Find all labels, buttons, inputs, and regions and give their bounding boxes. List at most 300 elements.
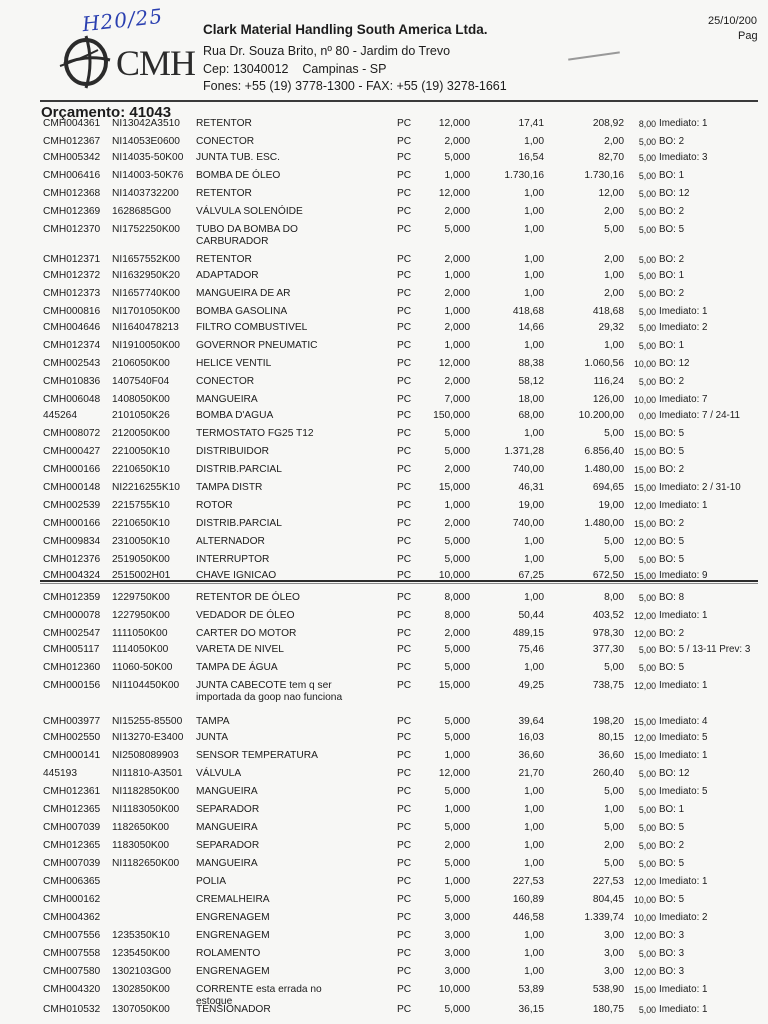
cell-desc: FILTRO COMBUSTIVEL [196,322,308,333]
cell-desc: BOMBA GASOLINA [196,306,288,317]
cell-un: PC [397,628,412,639]
cell-desc: MANGUEIRA [196,822,258,833]
cell-code: CMH007039 [43,858,101,869]
cell-ref: 2101050K26 [112,410,170,421]
cell-un: PC [397,570,412,581]
page-label: Pag [738,30,758,42]
cell-un: PC [397,750,412,761]
cell-un: PC [397,786,412,797]
cell-desc: GOVERNOR PNEUMATIC [196,340,318,351]
cell-disc: 15,00 [633,751,656,761]
cell-un: PC [397,822,412,833]
cell-qty: 5,000 [444,858,470,869]
cell-un: PC [397,410,412,421]
cell-qty: 2,000 [444,136,470,147]
cell-un: PC [397,340,412,351]
cell-code: CMH012360 [43,662,101,673]
cell-un: PC [397,482,412,493]
cell-disc: 15,00 [633,717,656,727]
cell-price: 16,54 [518,152,544,163]
cell-un: PC [397,394,412,405]
cell-un: PC [397,662,412,673]
cell-total: 3,00 [604,930,624,941]
cell-qty: 12,000 [438,358,470,369]
cell-disc: 10,00 [633,359,656,369]
cell-status: Imediato: 1 [659,984,708,995]
cell-ref: NI1701050K00 [112,306,180,317]
cell-qty: 2,000 [444,288,470,299]
cell-qty: 3,000 [444,930,470,941]
cell-disc: 5,00 [638,841,656,851]
cell-qty: 5,000 [444,224,470,235]
cell-desc: ROLAMENTO [196,948,261,959]
cell-price: 1,00 [524,136,544,147]
cell-total: 538,90 [592,984,624,995]
cell-qty: 1,000 [444,306,470,317]
cell-desc: CARTER DO MOTOR [196,628,297,639]
cell-un: PC [397,446,412,457]
cell-status: BO: 1 [659,270,685,281]
cell-ref: 2515002H01 [112,570,171,581]
cell-total: 10.200,00 [578,410,624,421]
cell-price: 1,00 [524,948,544,959]
cell-total: 3,00 [604,966,624,977]
cell-total: 180,75 [592,1004,624,1015]
cell-disc: 12,00 [633,501,656,511]
cell-disc: 12,00 [633,967,656,977]
cell-total: 2,00 [604,136,624,147]
cell-qty: 2,000 [444,206,470,217]
cell-ref: 2215755K10 [112,500,170,511]
cell-total: 116,24 [593,376,624,387]
cell-un: PC [397,428,412,439]
cell-desc: JUNTA [196,732,229,743]
cell-un: PC [397,358,412,369]
cell-price: 1,00 [524,662,544,673]
cell-un: PC [397,732,412,743]
cell-qty: 10,000 [438,984,470,995]
cell-price: 418,68 [512,306,544,317]
cell-total: 29,32 [598,322,624,333]
cell-disc: 10,00 [633,895,656,905]
cell-qty: 1,000 [444,340,470,351]
cell-total: 2,00 [604,840,624,851]
cell-desc: POLIA [196,876,227,887]
cell-total: 694,65 [592,482,624,493]
cell-total: 978,30 [592,628,624,639]
cell-qty: 2,000 [444,628,470,639]
cell-status: BO: 3 [659,930,685,941]
cell-price: 1,00 [524,340,544,351]
cell-desc: VÁLVULA [196,768,242,779]
cell-ref: 1302850K00 [112,984,170,995]
cell-price: 18,00 [518,394,544,405]
cell-disc: 12,00 [633,629,656,639]
cell-status: BO: 5 [659,536,685,547]
cell-code: CMH000141 [43,750,101,761]
cell-qty: 1,000 [444,170,470,181]
cell-qty: 12,000 [438,768,470,779]
cell-desc: TAMPA DISTR [196,482,263,493]
cell-status: Imediato: 7 / 24-11 [659,410,740,421]
cell-un: PC [397,912,412,923]
cell-qty: 12,000 [438,118,470,129]
cell-total: 8,00 [604,592,624,603]
cell-code: CMH012370 [43,224,101,235]
cell-qty: 15,000 [438,482,470,493]
cell-disc: 5,00 [638,377,656,387]
cell-total: 6.856,40 [584,446,624,457]
cell-total: 5,00 [604,822,624,833]
cell-un: PC [397,592,412,603]
cell-ref: 11060-50K00 [112,662,173,673]
cell-price: 446,58 [512,912,544,923]
cell-ref: NI2508089903 [112,750,179,761]
cell-ref: NI15255-85500 [112,716,183,727]
cell-total: 5,00 [604,662,624,673]
cell-ref: NI2216255K10 [112,482,180,493]
cell-status: Imediato: 7 [659,394,708,405]
cell-code: CMH012372 [43,270,101,281]
cell-desc: CORRENTE esta errada no estoque [196,984,322,1007]
cell-un: PC [397,716,412,727]
cell-disc: 12,00 [633,611,656,621]
cell-qty: 5,000 [444,1004,470,1015]
cell-disc: 5,00 [638,225,656,235]
cell-qty: 1,000 [444,270,470,281]
cell-un: PC [397,136,412,147]
company-block [203,22,507,96]
cell-price: 1,00 [524,288,544,299]
cell-ref: NI13270-E3400 [112,732,184,743]
cell-code: CMH002547 [43,628,101,639]
cell-total: 5,00 [604,224,624,235]
cell-total: 1.480,00 [584,518,624,529]
cell-disc: 5,00 [638,255,656,265]
cell-total: 804,45 [592,894,624,905]
cell-desc: DISTRIB.PARCIAL [196,518,282,529]
cell-ref: 1229750K00 [112,592,170,603]
cell-code: CMH006048 [43,394,101,405]
cell-code: CMH000166 [43,464,101,475]
cell-price: 489,15 [512,628,544,639]
cell-status: BO: 5 [659,446,685,457]
cell-un: PC [397,644,412,655]
cell-price: 88,38 [518,358,544,369]
cell-ref: NI1104450K00 [112,680,180,691]
cell-qty: 5,000 [444,644,470,655]
cell-status: BO: 8 [659,592,685,603]
cell-un: PC [397,152,412,163]
cell-desc: BOMBA DE ÓLEO [196,170,281,181]
cell-ref: NI1182850K00 [112,786,180,797]
cell-un: PC [397,500,412,511]
logo-text: CMH [116,43,196,83]
cell-qty: 2,000 [444,322,470,333]
cell-desc: ROTOR [196,500,233,511]
cell-qty: 2,000 [444,464,470,475]
cell-un: PC [397,254,412,265]
cell-total: 1.730,16 [584,170,624,181]
cell-status: BO: 2 [659,376,685,387]
cmh-logo [58,30,196,94]
cell-code: CMH012374 [43,340,101,351]
cell-status: Imediato: 9 [659,570,708,581]
cell-qty: 5,000 [444,554,470,565]
cell-price: 1,00 [524,786,544,797]
cell-ref: NI1657552K00 [112,254,180,265]
cell-price: 50,44 [518,610,544,621]
cell-status: Imediato: 2 [659,322,708,333]
cell-price: 160,89 [512,894,544,905]
document-date: 25/10/200 [708,15,757,27]
cell-desc: TENSIONADOR [196,1004,271,1015]
cell-un: PC [397,306,412,317]
cell-price: 1.730,16 [504,170,544,181]
cell-disc: 15,00 [633,571,656,581]
cell-price: 1,00 [524,822,544,833]
quote-title: Orçamento: 41043 [41,104,172,121]
cell-code: CMH000078 [43,610,101,621]
cell-qty: 8,000 [444,610,470,621]
cell-status: Imediato: 1 [659,306,708,317]
cell-price: 36,15 [518,1004,544,1015]
cell-qty: 1,000 [444,876,470,887]
cell-qty: 5,000 [444,428,470,439]
cell-status: Imediato: 1 [659,118,708,129]
cell-disc: 5,00 [638,289,656,299]
cell-code: CMH006365 [43,876,101,887]
cell-price: 740,00 [512,518,544,529]
cell-desc: TERMOSTATO FG25 T12 [196,428,314,439]
cell-disc: 5,00 [638,153,656,163]
cell-disc: 15,00 [633,519,656,529]
cell-un: PC [397,118,412,129]
cell-status: Imediato: 1 [659,876,708,887]
cell-status: BO: 5 [659,428,685,439]
cell-qty: 2,000 [444,376,470,387]
cell-price: 227,53 [512,876,544,887]
cell-status: BO: 5 [659,662,685,673]
cell-code: CMH005342 [43,152,101,163]
cell-un: PC [397,966,412,977]
cell-status: BO: 5 [659,894,685,905]
cell-disc: 0,00 [638,411,656,421]
cell-disc: 5,00 [638,645,656,655]
cell-un: PC [397,206,412,217]
cell-ref: 1235350K10 [112,930,170,941]
cell-disc: 5,00 [638,663,656,673]
cell-total: 260,40 [592,768,624,779]
cell-qty: 5,000 [444,716,470,727]
cell-price: 58,12 [518,376,544,387]
cell-code: 445193 [43,768,77,779]
cell-price: 75,46 [518,644,544,655]
cell-ref: NI11810-A3501 [112,768,183,779]
cell-price: 1,00 [524,804,544,815]
cell-total: 36,60 [598,750,624,761]
cell-qty: 3,000 [444,912,470,923]
company-cep: Cep: 13040012 Campinas - SP [203,61,387,76]
cell-price: 1,00 [524,840,544,851]
cell-price: 14,66 [518,322,544,333]
cell-un: PC [397,948,412,959]
cell-code: CMH012365 [43,840,101,851]
cell-status: BO: 2 [659,254,685,265]
cell-total: 738,75 [592,680,624,691]
cell-ref: 2210650K10 [112,464,170,475]
cell-desc: VARETA DE NIVEL [196,644,284,655]
cell-price: 1,00 [524,858,544,869]
cell-desc: JUNTA CABECOTE tem q ser importada da goop nao funciona [196,680,343,703]
cell-desc: ADAPTADOR [196,270,259,281]
cell-ref: 2210050K10 [112,446,170,457]
cell-disc: 5,00 [638,823,656,833]
cell-price: 1,00 [524,188,544,199]
cell-status: BO: 3 [659,966,685,977]
cell-code: CMH002543 [43,358,101,369]
cell-disc: 5,00 [638,769,656,779]
cell-status: BO: 2 [659,840,685,851]
cell-code: CMH010836 [43,376,101,387]
cell-un: PC [397,1004,412,1015]
cell-disc: 12,00 [633,931,656,941]
cell-disc: 12,00 [633,681,656,691]
cell-ref: 1407540F04 [112,376,170,387]
cell-status: BO: 5 [659,224,685,235]
cell-ref: NI1752250K00 [112,224,180,235]
cell-status: Imediato: 4 [659,716,708,727]
cell-code: CMH000156 [43,680,101,691]
cell-un: PC [397,224,412,235]
cell-total: 5,00 [604,786,624,797]
cell-status: BO: 3 [659,948,685,959]
cell-desc: TAMPA DE ÁGUA [196,662,278,673]
cell-code: CMH007558 [43,948,101,959]
cell-status: BO: 12 [659,188,690,199]
cell-code: CMH007556 [43,930,101,941]
cell-disc: 5,00 [638,555,656,565]
cell-price: 16,03 [518,732,544,743]
cell-code: CMH000162 [43,894,101,905]
cell-status: Imediato: 1 [659,750,708,761]
cell-total: 5,00 [604,536,624,547]
cell-disc: 15,00 [633,429,656,439]
cell-status: Imediato: 1 [659,610,708,621]
cell-qty: 3,000 [444,966,470,977]
cell-disc: 5,00 [638,805,656,815]
cell-ref: 1111050K00 [112,628,168,639]
cell-total: 126,00 [592,394,624,405]
cell-price: 67,25 [518,570,544,581]
cell-qty: 1,000 [444,804,470,815]
cell-ref: NI1910050K00 [112,340,180,351]
cell-un: PC [397,876,412,887]
cell-disc: 5,00 [638,787,656,797]
cell-code: CMH000166 [43,518,101,529]
cell-desc: ENGRENAGEM [196,930,270,941]
cell-desc: DISTRIBUIDOR [196,446,270,457]
cell-ref: NI1632950K20 [112,270,180,281]
cell-status: Imediato: 1 [659,1004,708,1015]
cell-code: CMH012376 [43,554,101,565]
cell-status: BO: 1 [659,804,685,815]
cell-un: PC [397,288,412,299]
cell-status: BO: 5 / 13-11 Prev: 3 [659,644,751,655]
cell-disc: 5,00 [638,341,656,351]
cell-total: 1,00 [604,804,624,815]
cell-price: 1,00 [524,966,544,977]
cell-ref: 1235450K00 [112,948,170,959]
cell-status: BO: 12 [659,768,690,779]
cell-total: 80,15 [598,732,624,743]
cell-status: BO: 1 [659,340,685,351]
cell-disc: 15,00 [633,985,656,995]
cell-ref: NI1182650K00 [112,858,180,869]
cell-disc: 12,00 [633,733,656,743]
cell-ref: 2120050K00 [112,428,170,439]
cell-ref: 1307050K00 [112,1004,170,1015]
cell-total: 377,30 [592,644,624,655]
cell-qty: 8,000 [444,592,470,603]
cell-code: CMH004324 [43,570,101,581]
cell-status: Imediato: 5 [659,732,708,743]
cell-code: CMH012371 [43,254,101,265]
cell-code: CMH012359 [43,592,101,603]
cell-total: 1,00 [604,270,624,281]
cell-un: PC [397,518,412,529]
cell-ref: 1628685G00 [112,206,171,217]
cell-un: PC [397,322,412,333]
cell-total: 198,20 [592,716,624,727]
cell-ref: NI14053E0600 [112,136,180,147]
cell-qty: 2,000 [444,518,470,529]
cell-total: 1.480,00 [584,464,624,475]
cell-price: 19,00 [518,500,544,511]
cell-total: 82,70 [598,152,624,163]
cell-un: PC [397,768,412,779]
cell-code: CMH012369 [43,206,101,217]
cell-ref: 2519050K00 [112,554,170,565]
cell-qty: 5,000 [444,732,470,743]
cell-desc: CONECTOR [196,136,255,147]
cell-qty: 1,000 [444,500,470,511]
cell-desc: SENSOR TEMPERATURA [196,750,318,761]
handwritten-note: H20/25 [80,3,165,37]
cell-status: Imediato: 5 [659,786,708,797]
cell-disc: 10,00 [633,913,656,923]
cell-total: 403,52 [592,610,624,621]
cell-qty: 12,000 [438,188,470,199]
cell-code: CMH006416 [43,170,101,181]
cell-code: CMH007580 [43,966,101,977]
cell-ref: NI1403732200 [112,188,179,199]
cell-un: PC [397,680,412,691]
cell-code: CMH010532 [43,1004,101,1015]
cell-status: BO: 2 [659,288,685,299]
cell-ref: 2310050K10 [112,536,170,547]
cell-disc: 12,00 [633,537,656,547]
cell-code: CMH003977 [43,716,101,727]
cell-un: PC [397,804,412,815]
cell-total: 2,00 [604,288,624,299]
cell-disc: 5,00 [638,189,656,199]
cell-price: 740,00 [512,464,544,475]
cell-disc: 15,00 [633,483,656,493]
cell-un: PC [397,270,412,281]
cell-qty: 5,000 [444,822,470,833]
cell-price: 49,25 [518,680,544,691]
